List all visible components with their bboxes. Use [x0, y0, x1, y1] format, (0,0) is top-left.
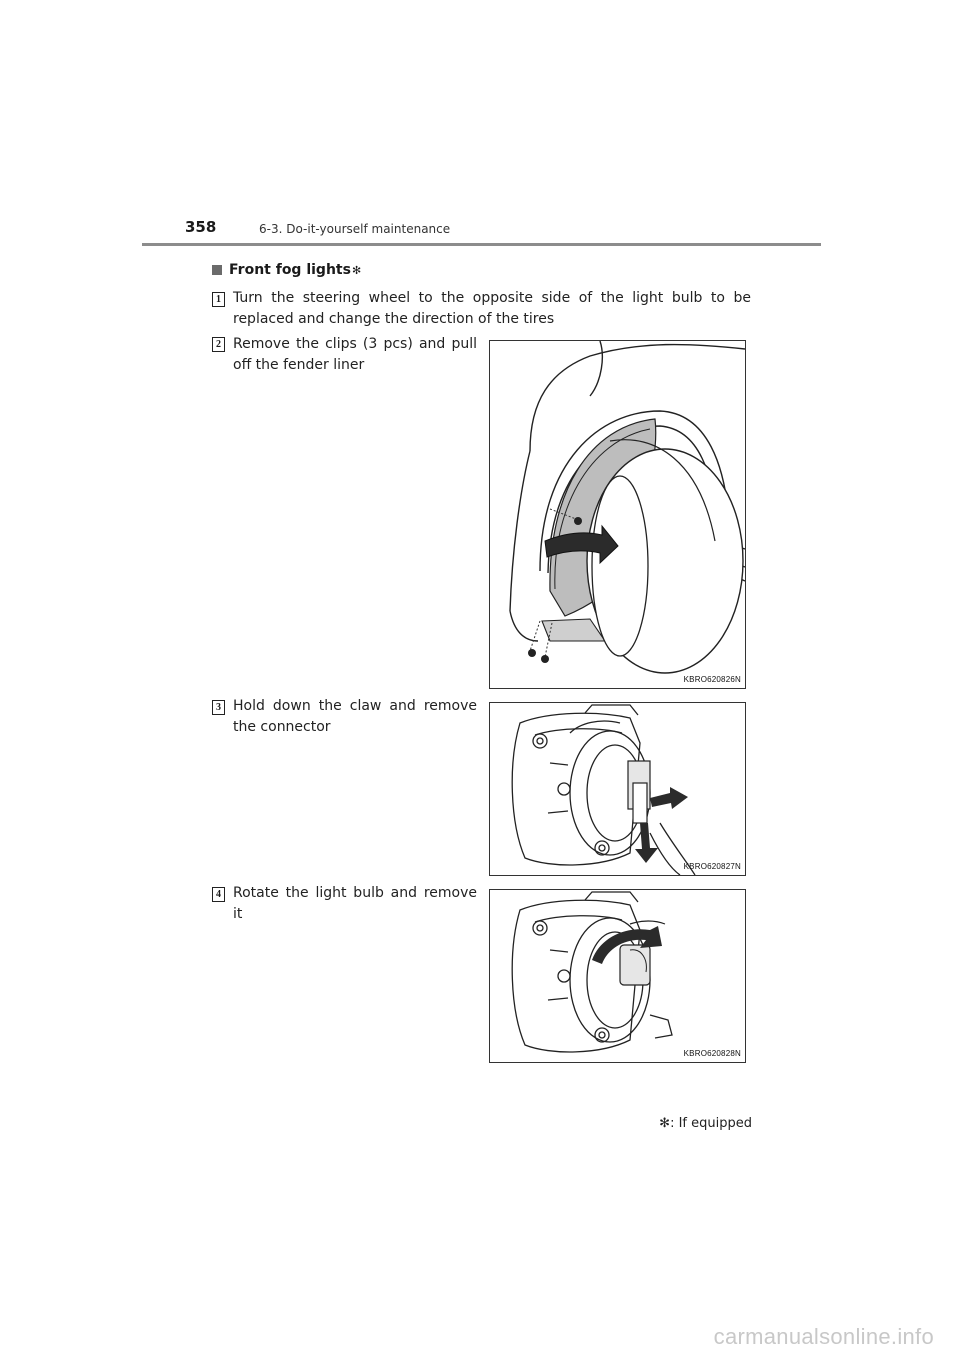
- figure-code-3: KBRO620828N: [683, 1049, 741, 1058]
- figure-code-1: KBRO620826N: [683, 675, 741, 684]
- watermark: carmanualsonline.info: [713, 1324, 934, 1349]
- figure-code-2: KBRO620827N: [683, 862, 741, 871]
- heading-text: Front fog lights: [229, 262, 351, 278]
- section-title: 6-3. Do-it-yourself maintenance: [259, 222, 451, 236]
- step-1-text: Turn the steering wheel to the opposite side of the light bulb to be replaced and change the direction of the tires: [233, 290, 751, 327]
- step-number-2: 2: [212, 337, 225, 352]
- fog-light-bulb-illustration-icon: [490, 890, 745, 1062]
- figure-fender-liner: [489, 340, 746, 689]
- figure-connector: [489, 702, 746, 876]
- footnote-marker: ✻: [659, 1116, 671, 1131]
- step-number-4: 4: [212, 887, 225, 902]
- step-3-text: Hold down the claw and remove the connector: [233, 698, 477, 735]
- step-4-text: Rotate the light bulb and remove it: [233, 885, 477, 922]
- header-divider: [142, 243, 821, 246]
- footnote-text: : If equipped: [670, 1116, 752, 1131]
- if-equipped-marker: ✻: [351, 263, 362, 277]
- footnote: [659, 1116, 752, 1131]
- step-number-3: 3: [212, 700, 225, 715]
- fog-light-connector-illustration-icon: [490, 703, 745, 875]
- section-heading: [212, 262, 361, 278]
- page-number: 358: [185, 218, 217, 236]
- step-2-text: Remove the clips (3 pcs) and pull off the fender liner: [233, 336, 477, 373]
- step-number-1: 1: [212, 292, 225, 307]
- heading-square-icon: [212, 265, 222, 275]
- figure-bulb: [489, 889, 746, 1063]
- fender-liner-illustration-icon: [490, 341, 745, 688]
